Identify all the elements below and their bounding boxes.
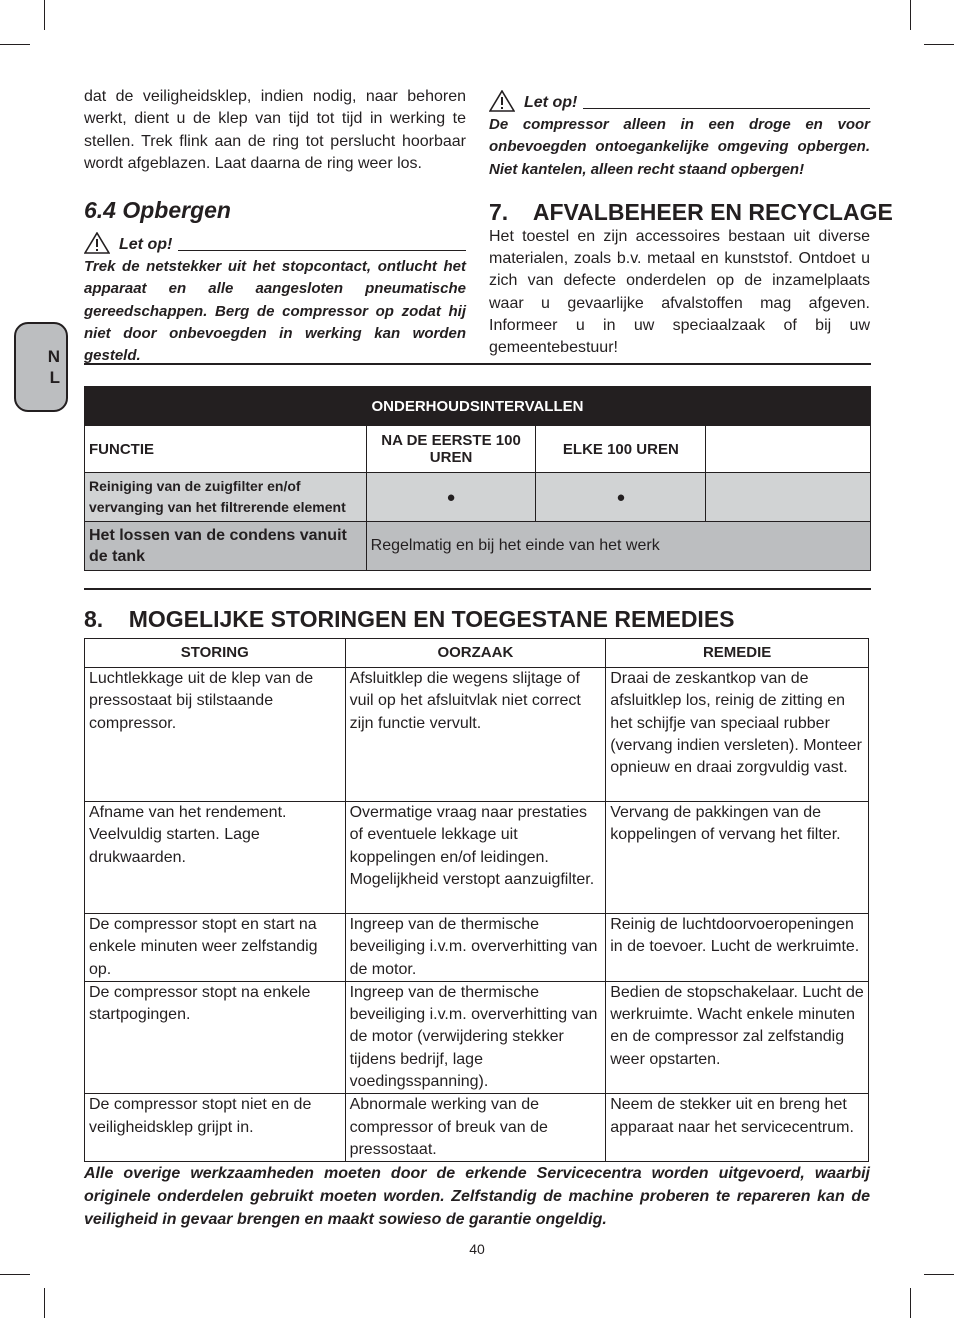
storing-cell: De compressor stopt niet en de veiligheidsklep grijpt in. bbox=[85, 1094, 346, 1162]
row-label: Het lossen van de condens vanuit de tank bbox=[85, 522, 367, 571]
warning-text: De compressor alleen in een droge en voor onbevoegden ontoegankelijke omgeving opbergen. Niet kantelen, alleen recht staand opbergen! bbox=[489, 116, 870, 178]
footer-note: Alle overige werkzaamheden moeten door de erkende Servicecentra worden uitgevoerd, waarbij originele onderdelen gebruikt moeten worden. Zelfstandig de machine proberen te repareren kan de veiligheid in gevaar brengen en maakt sowieso de garantie ongeldig. bbox=[84, 1165, 870, 1228]
remedie-cell: Draai de zeskantkop van de afsluitklep los, reinig de zitting en het schijfje van speciaal rubber (vervang indien versleten). Monteer opnieuw en draai zorgvuldig vast. bbox=[606, 668, 869, 802]
header-storing: STORING bbox=[85, 639, 346, 668]
warning-heading bbox=[84, 232, 466, 254]
warning-label: Let op! bbox=[119, 236, 173, 254]
divider bbox=[84, 363, 871, 365]
oorzaak-cell: Ingreep van de thermische beveiliging i.v.m. oververhitting van de motor (verwijdering stekker tijdens bedrijf, lage voedingsspanning). bbox=[345, 981, 606, 1093]
header-remedie: REMEDIE bbox=[606, 639, 869, 668]
header-functie: FUNCTIE bbox=[85, 426, 367, 473]
table-row bbox=[85, 802, 869, 914]
oorzaak-cell: Overmatige vraag naar prestaties of eventuele lekkage uit koppelingen en/of leidingen. Mogelijkheid verstopt aanzuigfilter. bbox=[345, 802, 606, 914]
troubleshooting-table bbox=[84, 638, 869, 1162]
storing-cell: De compressor stopt na enkele startpogingen. bbox=[85, 981, 346, 1093]
header-first-100: NA DE EERSTE 100 UREN bbox=[366, 426, 536, 473]
warning-icon bbox=[489, 90, 515, 112]
warning-label: Let op! bbox=[524, 94, 578, 111]
table-row bbox=[85, 981, 869, 1093]
crop-mark bbox=[0, 1274, 30, 1275]
left-column bbox=[84, 86, 466, 368]
language-tab-line1: N bbox=[47, 347, 60, 366]
crop-mark bbox=[0, 44, 30, 45]
warning-text: Trek de netstekker uit het stopcontact, ontlucht het apparaat en alle aangesloten pneumatische gereedschappen. Berg de compressor op zodat hij niet door onbevoegden in werking kan worden gesteld. bbox=[84, 258, 466, 365]
header-oorzaak: OORZAAK bbox=[345, 639, 606, 668]
table-row bbox=[85, 522, 871, 571]
row-label: Reiniging van de zuigfilter en/of vervanging van het filtrerende element bbox=[85, 473, 367, 522]
crop-mark bbox=[910, 0, 911, 30]
warning-heading bbox=[489, 90, 870, 112]
page-number: 40 bbox=[469, 1241, 485, 1257]
row-value: Regelmatig en bij het einde van het werk bbox=[366, 522, 870, 571]
section-title-storingen: 8. MOGELIJKE STORINGEN EN TOEGESTANE REMEDIES bbox=[84, 606, 735, 632]
maintenance-title: ONDERHOUDSINTERVALLEN bbox=[85, 387, 871, 426]
header-empty bbox=[706, 426, 871, 473]
crop-mark bbox=[924, 1274, 954, 1275]
table-row bbox=[85, 914, 869, 982]
crop-mark bbox=[910, 1288, 911, 1318]
storing-cell: De compressor stopt en start na enkele minuten weer zelfstandig op. bbox=[85, 914, 346, 982]
oorzaak-cell: Abnormale werking van de compressor of breuk van de pressostaat. bbox=[345, 1094, 606, 1162]
intro-paragraph: dat de veiligheidsklep, indien nodig, naar behoren werkt, dient u de klep van tijd tot tijd in werking te stellen. Trek flink aan de ring tot perslucht hoorbaar wordt afgeblazen. Laat daarna de ring weer los. bbox=[84, 88, 466, 172]
right-column bbox=[489, 90, 893, 360]
bullet-mark: ● bbox=[536, 473, 706, 522]
divider bbox=[84, 588, 871, 590]
language-tab-line2: L bbox=[49, 368, 60, 387]
crop-mark bbox=[44, 0, 45, 30]
section-title-opbergen: 6.4 Opbergen bbox=[84, 197, 231, 224]
warning-icon bbox=[84, 232, 110, 254]
table-row bbox=[85, 1094, 869, 1162]
warning-rule bbox=[583, 108, 870, 109]
warning-rule bbox=[178, 250, 466, 251]
storing-cell: Luchtlekkage uit de klep van de pressostaat bij stilstaande compressor. bbox=[85, 668, 346, 802]
table-row bbox=[85, 473, 871, 522]
recycling-paragraph: Het toestel en zijn accessoires bestaan uit diverse materialen, zoals b.v. metaal en kunststof. Ontdoet u zich van defecte onderdelen op de inzamelplaats waar u gevaarlijke afvalstoffen mag afgeven. Informeer u in uw speciaalzaak of bij uw gemeentebestuur! bbox=[489, 227, 870, 357]
table-row bbox=[85, 668, 869, 802]
empty-cell bbox=[706, 473, 871, 522]
oorzaak-cell: Ingreep van de thermische beveiliging i.v.m. oververhitting van de motor. bbox=[345, 914, 606, 982]
language-tab bbox=[14, 322, 68, 412]
remedie-cell: Vervang de pakkingen van de koppelingen of vervang het filter. bbox=[606, 802, 869, 914]
remedie-cell: Reinig de luchtdoorvoeropeningen in de toevoer. Lucht de werkruimte. bbox=[606, 914, 869, 982]
crop-mark bbox=[924, 44, 954, 45]
storing-cell: Afname van het rendement. Veelvuldig starten. Lage drukwaarden. bbox=[85, 802, 346, 914]
bullet-mark: ● bbox=[366, 473, 536, 522]
maintenance-table bbox=[84, 386, 871, 571]
crop-mark bbox=[44, 1288, 45, 1318]
section-title-afvalbeheer: 7. AFVALBEHEER EN RECYCLAGE bbox=[489, 198, 893, 225]
remedie-cell: Bedien de stopschakelaar. Lucht de werkruimte. Wacht enkele minuten en de compressor zal zelfstandig weer opstarten. bbox=[606, 981, 869, 1093]
oorzaak-cell: Afsluitklep die wegens slijtage of vuil op het afsluitvlak niet correct zijn functie vervult. bbox=[345, 668, 606, 802]
remedie-cell: Neem de stekker uit en breng het apparaat naar het servicecentrum. bbox=[606, 1094, 869, 1162]
header-every-100: ELKE 100 UREN bbox=[536, 426, 706, 473]
